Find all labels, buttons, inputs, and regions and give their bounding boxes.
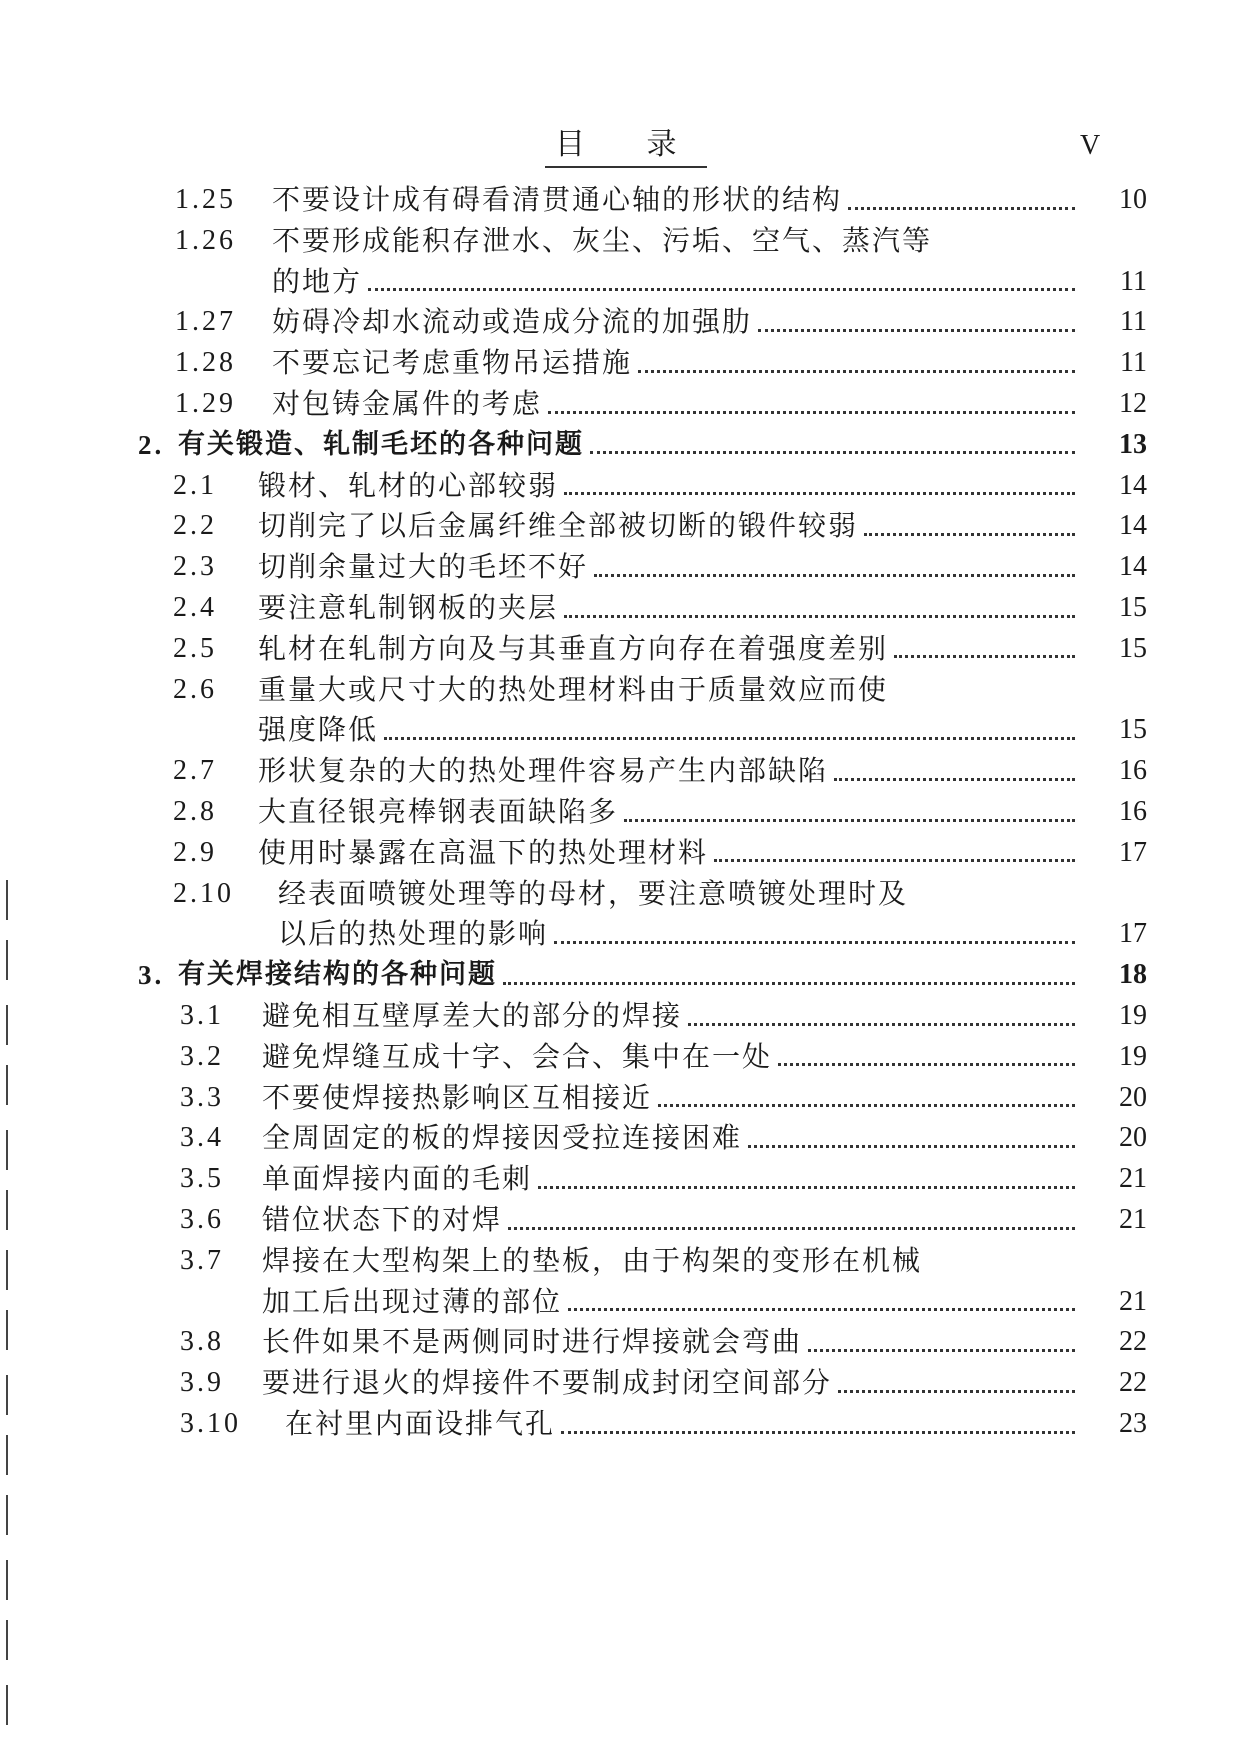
dot-leader — [594, 574, 1075, 577]
entry-page-number: 11 — [1120, 306, 1147, 338]
toc-section-row — [0, 953, 1240, 997]
entry-line — [258, 831, 1087, 875]
toc-entry-row — [0, 1035, 1240, 1079]
toc-entry-continuation — [0, 912, 1240, 956]
entry-number: 2. — [138, 429, 165, 460]
entry-number: 2.9 — [173, 836, 217, 868]
toc-entry-row — [0, 1198, 1240, 1242]
entry-title: 形状复杂的大的热处理件容易产生内部缺陷 — [258, 754, 829, 788]
entry-page-number: 18 — [1119, 959, 1147, 991]
entry-number: 3.5 — [180, 1163, 224, 1195]
entry-line — [262, 1361, 1087, 1405]
entry-page-number: 14 — [1119, 469, 1147, 501]
entry-number: 3.7 — [180, 1244, 224, 1276]
dot-leader — [658, 1104, 1075, 1107]
entry-title: 单面焊接内面的毛刺 — [262, 1162, 533, 1196]
entry-line — [272, 341, 1087, 385]
entry-line — [262, 1280, 1087, 1324]
entry-page-number: 14 — [1119, 551, 1147, 583]
entry-page-number: 19 — [1119, 1000, 1147, 1031]
toc-entry-row — [0, 1239, 1240, 1283]
entry-number: 1.25 — [175, 184, 236, 215]
dot-leader — [508, 1227, 1075, 1230]
entry-number: 3. — [138, 960, 165, 991]
entry-title: 切削完了以后金属纤维全部被切断的锻件较弱 — [258, 509, 859, 543]
entry-line — [262, 1320, 1087, 1364]
dot-leader — [503, 982, 1075, 985]
toc-entry-row — [0, 1076, 1240, 1120]
toc-entry-row — [0, 872, 1240, 916]
entry-title: 锻材、轧材的心部较弱 — [258, 468, 559, 502]
entry-line — [258, 464, 1087, 508]
toc-entry-row — [0, 382, 1240, 426]
toc-section-row — [0, 423, 1240, 467]
entry-page-number: 14 — [1119, 510, 1147, 542]
dot-leader — [758, 329, 1075, 332]
toc-entry-continuation — [0, 1280, 1240, 1324]
entry-page-number: 22 — [1119, 1326, 1147, 1358]
entry-line — [178, 953, 1087, 997]
entry-title: 全周固定的板的焊接因受拉连接困难 — [262, 1121, 743, 1155]
entry-number: 3.9 — [180, 1367, 224, 1399]
entry-page-number: 15 — [1119, 714, 1147, 746]
toc-entry-row — [0, 586, 1240, 630]
entry-line — [285, 1402, 1087, 1446]
entry-page-number: 13 — [1119, 428, 1147, 460]
entry-title: 使用时暴露在高温下的热处理材料 — [258, 835, 709, 869]
entry-line — [258, 504, 1087, 548]
entry-page-number: 11 — [1120, 347, 1147, 379]
entry-page-number: 20 — [1119, 1081, 1147, 1113]
entry-title: 焊接在大型构架上的垫板，由于构架的变形在机械 — [262, 1243, 923, 1277]
entry-title: 要进行退火的焊接件不要制成封闭空间部分 — [262, 1366, 833, 1400]
dot-leader — [638, 370, 1075, 373]
entry-page-number: 17 — [1119, 836, 1147, 868]
dot-leader — [384, 737, 1075, 740]
dot-leader — [561, 1431, 1075, 1434]
entry-line — [262, 994, 1087, 1038]
entry-page-number: 16 — [1119, 796, 1147, 827]
entry-title: 经表面喷镀处理等的母材，要注意喷镀处理时及 — [278, 876, 909, 910]
entry-line — [258, 708, 1087, 752]
toc-entry-row — [0, 831, 1240, 875]
entry-page-number: 19 — [1119, 1040, 1147, 1072]
dot-leader — [624, 819, 1075, 822]
entry-page-number: 17 — [1119, 918, 1147, 950]
entry-number: 2.2 — [173, 510, 217, 542]
entry-title-continuation: 强度降低 — [258, 713, 379, 747]
binding-edge-marks — [6, 880, 10, 1750]
toc-entry-row — [0, 464, 1240, 508]
entry-page-number: 21 — [1119, 1204, 1147, 1235]
entry-title: 不要形成能积存泄水、灰尘、污垢、空气、蒸汽等 — [272, 223, 933, 257]
page-header — [0, 126, 1240, 170]
entry-line — [272, 382, 1087, 426]
entry-line — [178, 423, 1087, 467]
entry-line — [272, 260, 1087, 304]
toc-entry-row — [0, 341, 1240, 385]
entry-number: 3.6 — [180, 1204, 224, 1235]
toc-entry-row — [0, 994, 1240, 1038]
toc-entry-row — [0, 545, 1240, 589]
entry-title: 对包铸金属件的考虑 — [272, 387, 543, 420]
toc-entry-continuation — [0, 260, 1240, 304]
entry-title: 避免焊缝互成十字、会合、集中在一处 — [262, 1039, 773, 1073]
entry-title-continuation: 的地方 — [272, 264, 363, 298]
dot-leader — [548, 411, 1075, 414]
entry-number: 1.26 — [175, 224, 236, 256]
dot-leader — [748, 1145, 1075, 1148]
entry-number: 1.29 — [175, 388, 236, 419]
toc-entry-row — [0, 1320, 1240, 1364]
entry-number: 2.8 — [173, 796, 217, 827]
entry-title: 有关锻造、轧制毛坯的各种问题 — [178, 428, 584, 460]
entry-line — [258, 586, 1087, 630]
entry-title: 长件如果不是两侧同时进行焊接就会弯曲 — [262, 1325, 803, 1359]
dot-leader — [864, 533, 1075, 536]
dot-leader — [554, 941, 1075, 944]
entry-title: 有关焊接结构的各种问题 — [178, 959, 497, 991]
dot-leader — [568, 1308, 1075, 1311]
entry-title: 要注意轧制钢板的夹层 — [258, 591, 559, 624]
entry-line — [262, 1157, 1087, 1201]
dot-leader — [778, 1063, 1075, 1066]
entry-page-number: 15 — [1119, 632, 1147, 664]
dot-leader — [564, 492, 1075, 495]
entry-page-number: 23 — [1119, 1408, 1147, 1439]
entry-title-continuation: 加工后出现过薄的部位 — [262, 1284, 563, 1318]
toc-entry-row — [0, 627, 1240, 671]
entry-number: 1.27 — [175, 306, 236, 338]
entry-number: 2.3 — [173, 551, 217, 583]
dot-leader — [848, 207, 1075, 210]
entry-page-number: 21 — [1119, 1285, 1147, 1317]
dot-leader — [808, 1349, 1075, 1352]
dot-leader — [714, 859, 1075, 862]
entry-title-continuation: 以后的热处理的影响 — [278, 917, 549, 951]
entry-page-number: 12 — [1119, 388, 1147, 419]
dot-leader — [538, 1186, 1075, 1189]
entry-number: 2.1 — [173, 469, 217, 501]
entry-number: 2.7 — [173, 755, 217, 787]
toc-entry-continuation — [0, 708, 1240, 752]
entry-line — [262, 1198, 1087, 1242]
entry-line — [272, 300, 1087, 344]
dot-leader — [894, 655, 1075, 658]
entry-line — [262, 1035, 1087, 1079]
entry-title: 重量大或尺寸大的热处理材料由于质量效应而使 — [258, 672, 889, 706]
toc-entry-row — [0, 1402, 1240, 1446]
entry-number: 2.10 — [173, 877, 234, 909]
entry-number: 3.10 — [180, 1408, 241, 1439]
toc-entry-row — [0, 300, 1240, 344]
entry-number: 3.3 — [180, 1081, 224, 1113]
entry-number: 1.28 — [175, 347, 236, 379]
entry-line — [258, 627, 1087, 671]
entry-page-number: 20 — [1119, 1122, 1147, 1154]
entry-number: 3.2 — [180, 1040, 224, 1072]
entry-page-number: 16 — [1119, 755, 1147, 787]
entry-title: 避免相互壁厚差大的部分的焊接 — [262, 999, 683, 1032]
entry-number: 2.5 — [173, 632, 217, 664]
entry-line — [258, 790, 1087, 834]
entry-title: 大直径银亮棒钢表面缺陷多 — [258, 795, 619, 828]
entry-line — [258, 545, 1087, 589]
entry-page-number: 11 — [1120, 265, 1147, 297]
toc-entry-row — [0, 1116, 1240, 1160]
toc-entry-row — [0, 178, 1240, 222]
toc-entry-row — [0, 668, 1240, 712]
toc-entry-row — [0, 1361, 1240, 1405]
entry-line — [262, 1076, 1087, 1120]
toc-entry-row — [0, 1157, 1240, 1201]
entry-title: 不要设计成有碍看清贯通心轴的形状的结构 — [272, 183, 843, 216]
page-title: 目 录 — [545, 126, 707, 168]
entry-page-number: 10 — [1119, 184, 1147, 215]
entry-number: 2.6 — [173, 673, 217, 705]
dot-leader — [590, 451, 1075, 454]
entry-page-number: 21 — [1119, 1163, 1147, 1195]
entry-line — [258, 749, 1087, 793]
dot-leader — [368, 288, 1075, 291]
entry-line — [272, 178, 1087, 222]
entry-title: 妨碍冷却水流动或造成分流的加强肋 — [272, 305, 753, 339]
dot-leader — [564, 615, 1075, 618]
entry-title: 不要忘记考虑重物吊运措施 — [272, 346, 633, 380]
entry-title: 轧材在轧制方向及与其垂直方向存在着强度差别 — [258, 631, 889, 665]
entry-page-number: 15 — [1119, 592, 1147, 623]
entry-number: 3.1 — [180, 1000, 224, 1031]
entry-title: 不要使焊接热影响区互相接近 — [262, 1080, 653, 1114]
entry-number: 3.4 — [180, 1122, 224, 1154]
toc-entry-row — [0, 749, 1240, 793]
entry-line — [262, 1116, 1087, 1160]
page-numeral: V — [1080, 130, 1101, 161]
toc-entry-row — [0, 504, 1240, 548]
entry-title: 切削余量过大的毛坯不好 — [258, 550, 589, 584]
entry-line — [278, 912, 1087, 956]
entry-number: 2.4 — [173, 592, 217, 623]
toc-entry-row — [0, 790, 1240, 834]
toc-entry-row — [0, 219, 1240, 263]
dot-leader — [688, 1023, 1075, 1026]
dot-leader — [838, 1390, 1075, 1393]
entry-number: 3.8 — [180, 1326, 224, 1358]
entry-page-number: 22 — [1119, 1367, 1147, 1399]
dot-leader — [834, 778, 1075, 781]
entry-title: 在衬里内面设排气孔 — [285, 1407, 556, 1440]
entry-title: 错位状态下的对焊 — [262, 1203, 503, 1236]
